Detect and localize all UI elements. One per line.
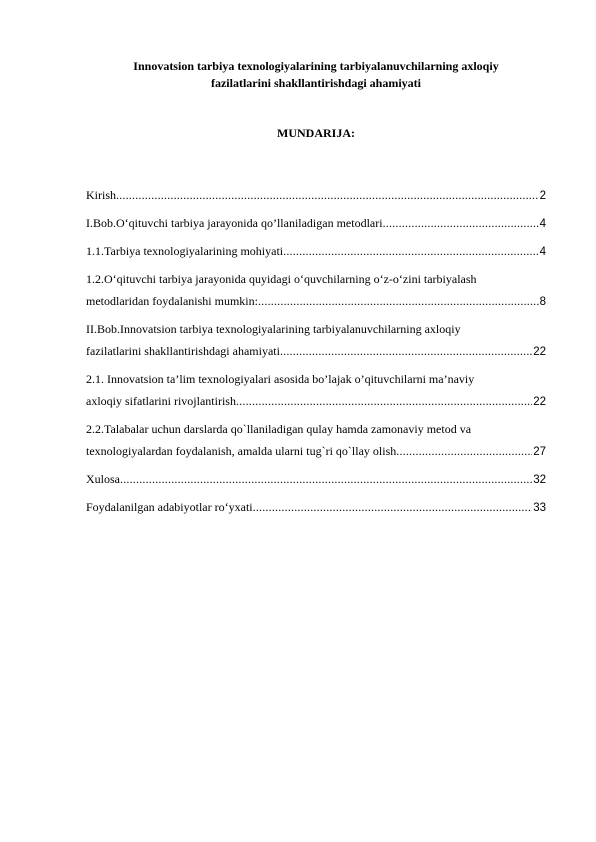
toc-entry-final-line bbox=[86, 340, 546, 363]
toc-dot-leader bbox=[383, 212, 539, 234]
toc-entry-final-line bbox=[86, 440, 546, 463]
toc-page-number: 4 bbox=[539, 218, 546, 230]
toc-entry-final-line bbox=[86, 240, 546, 263]
toc-page-number: 22 bbox=[533, 396, 546, 408]
toc-heading: MUNDARIJA: bbox=[277, 126, 355, 140]
toc-entry[interactable] bbox=[86, 212, 546, 235]
toc-page-number: 32 bbox=[533, 474, 546, 486]
toc-page-number: 4 bbox=[539, 246, 546, 258]
toc-entry-text-line: II.Bob.Innovatsion tarbiya texnologiyalarining tarbiyalanuvchilarning axloqiy bbox=[86, 322, 461, 336]
toc-entry[interactable] bbox=[86, 268, 546, 313]
toc-entry[interactable] bbox=[86, 318, 546, 363]
toc-entry-label: Kirish bbox=[86, 188, 116, 202]
toc-entry-text-line: 2.2.Talabalar uchun darslarda qo`llaniladigan qulay hamda zamonaviy metod va bbox=[86, 422, 472, 436]
toc-entry-final-line bbox=[86, 290, 546, 313]
toc-entry[interactable] bbox=[86, 468, 546, 491]
table-of-contents bbox=[86, 184, 546, 524]
toc-entry-final-line bbox=[86, 212, 546, 235]
title-line-1: Innovatsion tarbiya texnologiyalarining tarbiyalanuvchilarning axloqiy bbox=[133, 59, 499, 73]
toc-dot-leader bbox=[283, 240, 538, 262]
toc-entry-label: Foydalanilgan adabiyotlar ro‘yxati bbox=[86, 500, 253, 514]
toc-entry-final-line bbox=[86, 390, 546, 413]
toc-entry-final-line bbox=[86, 184, 546, 207]
toc-entry[interactable] bbox=[86, 418, 546, 463]
toc-entry-text-line: 2.1. Innovatsion ta’lim texnologiyalari asosida bo’lajak o’qituvchilarni ma’naviy bbox=[86, 372, 475, 386]
toc-entry[interactable] bbox=[86, 240, 546, 263]
toc-dot-leader bbox=[236, 390, 532, 412]
document-title bbox=[90, 58, 542, 92]
toc-dot-leader bbox=[258, 290, 539, 312]
toc-entry[interactable] bbox=[86, 368, 546, 413]
toc-page-number: 8 bbox=[539, 296, 546, 308]
toc-entry-label: metodlaridan foydalanishi mumkin: bbox=[86, 294, 258, 308]
toc-entry-label: Xulosa bbox=[86, 472, 120, 486]
toc-page-number: 22 bbox=[533, 346, 546, 358]
toc-page-number: 27 bbox=[533, 446, 546, 458]
toc-page-number: 2 bbox=[539, 190, 546, 202]
title-line-2: fazilatlarini shakllantirishdagi ahamiyati bbox=[210, 76, 422, 90]
toc-page-number: 33 bbox=[533, 502, 546, 514]
toc-entry-label: I.Bob.O‘qituvchi tarbiya jarayonida qo’llaniladigan metodlari bbox=[86, 216, 383, 230]
toc-dot-leader bbox=[253, 496, 533, 518]
toc-entry-text-line: 1.2.O‘qituvchi tarbiya jarayonida quyidagi o‘quvchilarning o‘z-o‘zini tarbiyalash bbox=[86, 272, 477, 286]
toc-dot-leader bbox=[120, 468, 532, 490]
toc-dot-leader bbox=[280, 340, 532, 362]
toc-entry[interactable] bbox=[86, 184, 546, 207]
toc-entry-label: fazilatlarini shakllantirishdagi ahamiyati bbox=[86, 344, 280, 358]
toc-entry-final-line bbox=[86, 496, 546, 519]
toc-entry-label: 1.1.Tarbiya texnologiyalarining mohiyati bbox=[86, 244, 284, 258]
toc-entry-label: axloqiy sifatlarini rivojlantirish bbox=[86, 394, 236, 408]
toc-dot-leader bbox=[116, 184, 539, 206]
toc-entry-label: texnologiyalardan foydalanish, amalda ularni tug`ri qo`llay olish bbox=[86, 444, 397, 458]
toc-dot-leader bbox=[396, 440, 532, 462]
toc-entry-final-line bbox=[86, 468, 546, 491]
toc-entry[interactable] bbox=[86, 496, 546, 519]
